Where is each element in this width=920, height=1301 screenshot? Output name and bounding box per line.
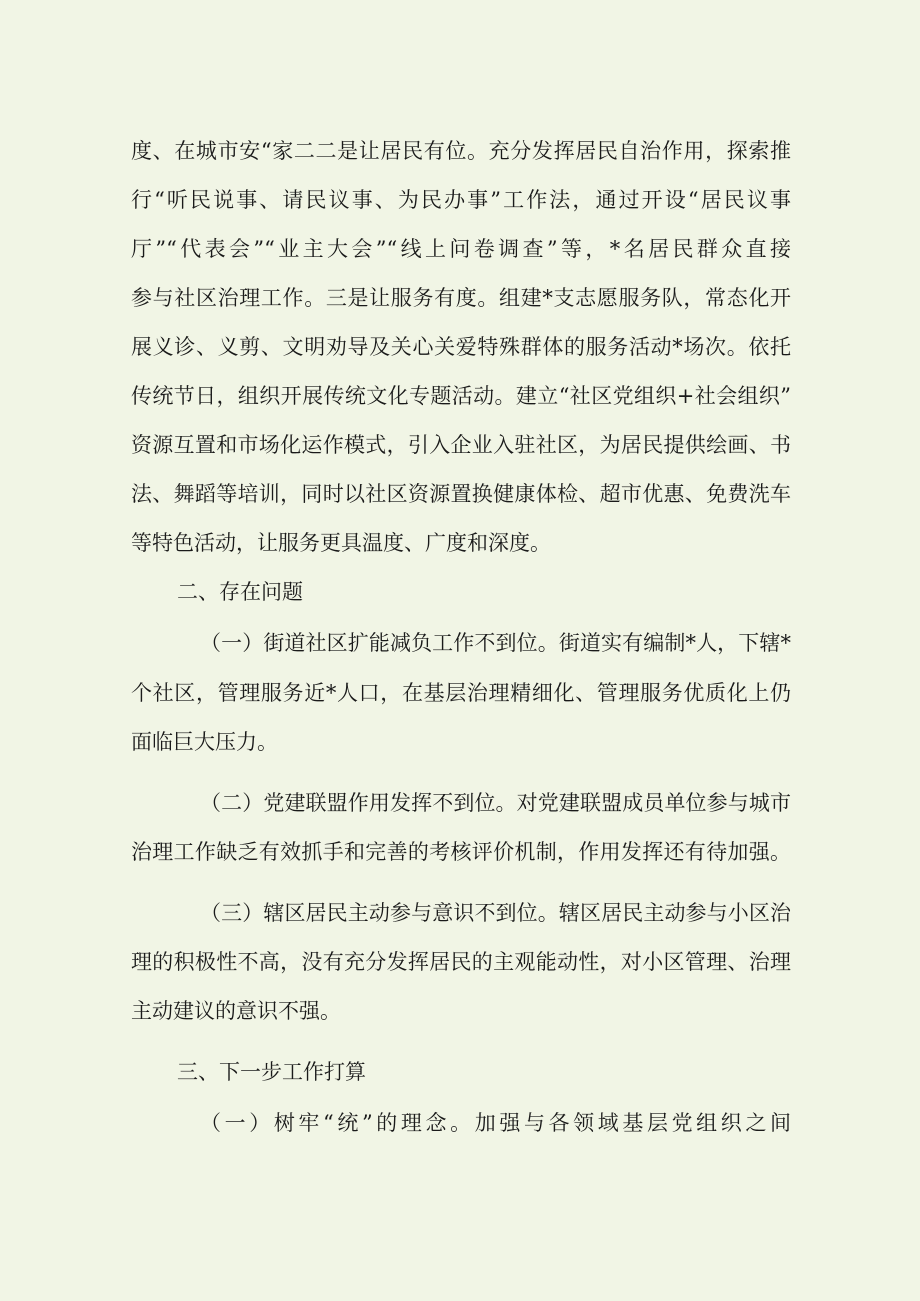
body-text-line: 法、舞蹈等培训，同时以社区资源置换健康体检、超市优惠、免费洗车 — [131, 482, 791, 506]
body-text-line: 厅”“代表会”“业主大会”“线上问卷调查”等，*名居民群众直接 — [131, 237, 791, 261]
body-text-line: 主动建议的意识不强。 — [131, 999, 341, 1023]
body-text-line: 资源互置和市场化运作模式，引入企业入驻社区，为居民提供绘画、书 — [131, 433, 791, 457]
body-text-line: 展义诊、义剪、文明劝导及关心关爱特殊群体的服务活动*场次。依托 — [131, 335, 791, 359]
section-heading: 二、存在问题 — [177, 580, 303, 604]
body-text-line: 行“听民说事、请民议事、为民办事”工作法，通过开设“居民议事 — [131, 188, 791, 212]
body-text-line: 等特色活动，让服务更具温度、广度和深度。 — [131, 531, 551, 555]
body-text-line: 治理工作缺乏有效抓手和完善的考核评价机制，作用发挥还有待加强。 — [131, 840, 791, 864]
section-heading: 三、下一步工作打算 — [177, 1060, 366, 1084]
body-text-line: 参与社区治理工作。三是让服务有度。组建*支志愿服务队，常态化开 — [131, 286, 791, 310]
body-text-line: 面临巨大压力。 — [131, 730, 278, 754]
body-text-line: 传统节日，组织开展传统文化专题活动。建立“社区党组织+社会组织” — [131, 384, 791, 408]
item-text-line: （一）街道社区扩能减负工作不到位。街道实有编制*人，下辖* — [200, 631, 791, 655]
body-text-line: 理的积极性不高，没有充分发挥居民的主观能动性，对小区管理、治理 — [131, 950, 791, 974]
item-text-line: （二）党建联盟作用发挥不到位。对党建联盟成员单位参与城市 — [200, 791, 791, 815]
body-text-line: 个社区，管理服务近*人口，在基层治理精细化、管理服务优质化上仍 — [131, 681, 791, 705]
item-text-line: （三）辖区居民主动参与意识不到位。辖区居民主动参与小区治 — [200, 901, 791, 925]
body-text-line: 度、在城市安“家二二是让居民有位。充分发挥居民自治作用，探索推 — [131, 139, 791, 163]
item-text-line: （一）树牢“统”的理念。加强与各领域基层党组织之间 — [200, 1111, 791, 1135]
